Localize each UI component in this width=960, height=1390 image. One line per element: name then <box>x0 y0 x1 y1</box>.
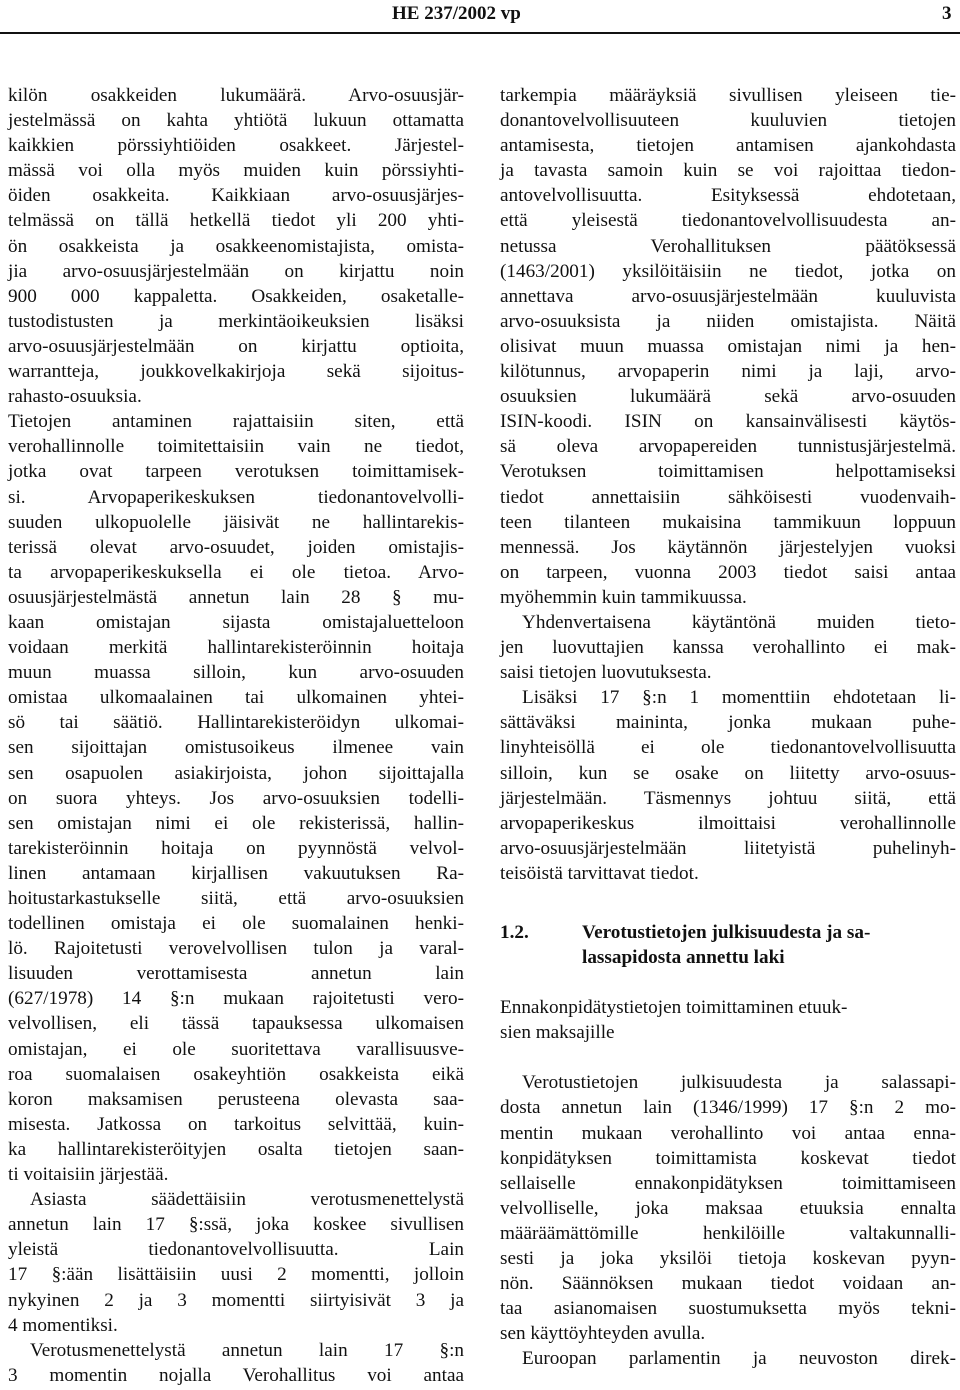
text-line: jia arvo-osuusjärjestelmään on kirjattu noin <box>8 260 464 282</box>
text-line: 4 momentiksi. <box>8 1314 118 1336</box>
text-line: on tarpeen, vuonna 2003 tiedot saisi antaa <box>500 561 956 583</box>
text-line: netussa Verohallituksen päätöksessä <box>500 235 956 257</box>
right-column-bottom-text <box>500 1070 956 1371</box>
text-line: sö tai säätiö. Hallintarekisteröidyn ulkomai- <box>8 712 464 734</box>
text-line: arvo-osuusjärjestelmään on kirjattu optioita, <box>8 335 464 357</box>
text-line: nön. Säännöksen mukaan tiedot voidaan an- <box>500 1273 956 1295</box>
text-line: verohallinnolle toimitettaisiin vain ne tiedot, <box>8 436 464 458</box>
text-line: Euroopan parlamentin ja neuvoston direk- <box>522 1348 956 1370</box>
text-line: mennessä. Jos käytännön järjestelyjen vuoksi <box>500 536 956 558</box>
text-line: Asiasta säädettäisiin verotusmenettelystä <box>30 1189 464 1211</box>
text-line: on suora yhteys. Jos arvo-osuuksien todelli- <box>8 787 464 809</box>
text-line: roa suomalaisen osakeyhtiön osakkeista eikä <box>8 1063 464 1085</box>
text-line: velvollisen, eli tässä tapauksessa ulkomaisen <box>8 1013 464 1035</box>
text-line: saisi tietojen luovutuksesta. <box>500 662 712 684</box>
text-line: tiedot annettaisiin sähköisesti vuodenvaih- <box>500 486 956 508</box>
text-line: ISIN-koodi. ISIN on kansainvälisesti käytös- <box>500 411 956 433</box>
text-line: sellaiselle ennakonpidätyksen toimittamiseen <box>500 1172 956 1194</box>
text-line: (627/1978) 14 §:n mukaan rajoitetusti vero- <box>8 988 464 1010</box>
text-line: suuden ulkopuolelle jäisivät ne hallintarekis- <box>8 511 464 533</box>
text-line: taa asianomaisen suostumuksetta myös tekni- <box>500 1298 956 1320</box>
text-line: linen antamaan kirjallisen vakuutuksen Ra- <box>8 862 464 884</box>
text-line: Verotuksen toimittamisen helpottamiseksi <box>500 461 956 483</box>
text-line: omistaa ulkomaalainen tai ulkomainen yhtei- <box>8 687 464 709</box>
spacer <box>500 886 956 920</box>
page-number: 3 <box>942 3 952 24</box>
text-line: rahasto-osuuksia. <box>8 386 142 408</box>
text-line: jestelmässä on kahta yhtiötä lukuun ottamatta <box>8 110 464 132</box>
text-line: tarkempia määräyksiä sivullisen yleiseen tie- <box>500 85 956 106</box>
text-line: velvolliselle, joka maksaa etuuksia ennalta <box>500 1197 956 1219</box>
text-line: kilötunnus, arvopaperin nimi ja laji, arvo- <box>500 361 956 383</box>
text-line: Verotustietojen julkisuudesta ja salassapi- <box>522 1072 956 1094</box>
section-number: 1.2. <box>500 922 529 943</box>
section-heading <box>500 920 956 945</box>
text-line: warrantteja, joukkovelkakirjoja sekä sijoitus- <box>8 361 464 383</box>
text-line: dosta annetun lain (1346/1999) 17 §:n 2 mo- <box>500 1097 956 1119</box>
text-line: muun muassa silloin, kun arvo-osuuden <box>8 662 464 684</box>
spacer <box>500 970 956 995</box>
text-line: misesta. Jatkossa on tarkoitus selvittää, kuin- <box>8 1113 464 1135</box>
text-line: määräämättömille henkilöille valtakunnalli- <box>500 1222 956 1244</box>
text-line: ta arvopaperikeskuksella ei ole tietoa. Arvo- <box>8 561 464 583</box>
text-line: linyhteisöllä ei ole tiedonantovelvollisuutta <box>500 737 956 759</box>
text-line: antovelvollisuutta. Esityksessä ehdotetaan, <box>500 185 956 207</box>
text-line: teisöistä tarvittavat tiedot. <box>500 862 699 884</box>
text-line: sen sijoittajan omistusoikeus ilmenee vain <box>8 737 464 759</box>
text-line: lö. Rajoitetusti verovelvollisen tulon ja varal- <box>8 938 464 960</box>
right-column <box>500 83 956 1372</box>
text-line: koron maksamisen perusteena olevasta saa- <box>8 1088 464 1110</box>
text-line: Verotusmenettelystä annetun lain 17 §:n <box>30 1339 464 1361</box>
text-line: tustodistusten ja merkintäoikeuksien lisäksi <box>8 310 464 332</box>
text-line: antamisesta, tietojen antamisen ajankohdasta <box>500 135 956 157</box>
left-column <box>8 83 464 1388</box>
text-line: järjestelmään. Täsmennys johtuu siitä, että <box>500 787 956 809</box>
text-line: teen tilanteen mukaisina tammikuun loppuun <box>500 511 956 533</box>
text-line: 900 000 kappaletta. Osakkeiden, osaketalle- <box>8 285 464 307</box>
right-column-top-text <box>500 83 956 886</box>
text-line: omistajan, ei ole suoritettava varallisuusve- <box>8 1038 464 1060</box>
text-line: yleistä tiedonantovelvollisuutta. Lain <box>8 1239 464 1261</box>
text-line: kilön osakkeiden lukumäärä. Arvo-osuusjär- <box>8 85 464 106</box>
spacer <box>500 1045 956 1070</box>
text-line: tarekisteröinnin hoitaja on pyynnöstä velvol- <box>8 837 464 859</box>
text-line: donantovelvollisuuteen kuuluvien tietojen <box>500 110 956 132</box>
text-line: jen luovuttajien kanssa verohallinto ei mak- <box>500 637 956 659</box>
subheading-line-1: Ennakonpidätystietojen toimittaminen etuuk- <box>500 997 848 1019</box>
text-line: arvopaperikeskus ilmoittaisi verohallinnolle <box>500 812 956 834</box>
text-line: silloin, kun se osake on liitetty arvo-osuus- <box>500 762 956 784</box>
text-line: annettava arvo-osuusjärjestelmään kuuluvista <box>500 285 956 307</box>
section-title-line-2: lassapidosta annettu laki <box>582 947 785 969</box>
text-line: että yleisestä tiedonantovelvollisuudesta an- <box>500 210 956 232</box>
text-line: kaikkien pörssiyhtiöiden osakkeet. Järjestel- <box>8 135 464 157</box>
text-line: annetun lain 17 §:ssä, joka koskee sivullisen <box>8 1214 464 1236</box>
text-line: sen omistajan nimi ei ole rekisterissä, hallin- <box>8 812 464 834</box>
text-line: osuusjärjestelmästä annetun lain 28 § mu- <box>8 586 464 608</box>
text-line: olisivat muun muassa omistajan nimi ja hen- <box>500 335 956 357</box>
text-line: sä oleva arvopapereiden tunnistusjärjestelmä. <box>500 436 956 458</box>
text-line: Lisäksi 17 §:n 1 momenttiin ehdotetaan li- <box>522 687 956 709</box>
section-title-line-1: Verotustietojen julkisuudesta ja sa- <box>582 922 871 943</box>
text-line: sen osapuolen asiakirjoista, johon sijoittajalla <box>8 762 464 784</box>
page-header <box>0 0 960 32</box>
document-id: HE 237/2002 vp <box>392 3 521 24</box>
text-line: osuuksien lukumäärä sekä arvo-osuuden <box>500 386 956 408</box>
text-line: jotka ovat tarpeen verotuksen toimittamisek- <box>8 461 464 483</box>
text-line: si. Arvopaperikeskuksen tiedonantovelvolli- <box>8 486 464 508</box>
text-line: hoitustarkastukselle siitä, että arvo-osuuksien <box>8 888 464 909</box>
text-line: arvo-osuuksista ja niiden omistajista. Näitä <box>500 310 956 332</box>
text-line: ka hallintarekisteröityjen osalta tietojen saan- <box>8 1138 464 1160</box>
text-line: Yhdenvertaisena käytäntönä muiden tieto- <box>522 611 956 633</box>
text-line: sesti ja joka yksilöi tietoja koskevan pyyn- <box>500 1248 956 1270</box>
text-line: öiden osakkeita. Kaikkiaan arvo-osuusjärjes- <box>8 185 464 207</box>
text-line: nykyinen 2 ja 3 momentti siirtyisivät 3 ja <box>8 1289 464 1311</box>
text-line: lisuuden verottamisesta annetun lain <box>8 963 464 985</box>
subheading-line-2: sien maksajille <box>500 1022 615 1044</box>
text-line: Tietojen antaminen rajattaisiin siten, että <box>8 411 464 433</box>
text-line: 3 momentin nojalla Verohallitus voi antaa <box>8 1364 464 1386</box>
text-line: ti voitaisiin järjestää. <box>8 1164 169 1186</box>
text-line: kaan omistajan sijasta omistajaluetteloon <box>8 611 464 633</box>
text-line: todellinen omistaja ei ole suomalainen henki- <box>8 913 464 935</box>
text-line: sen käyttöyhteyden avulla. <box>500 1323 706 1345</box>
text-line: sättäväksi maininta, jonka mukaan puhe- <box>500 712 956 734</box>
text-line: ja tavasta samoin kuin se voi rajoittaa tiedon- <box>500 160 956 182</box>
text-line: myöhemmin kuin tammikuussa. <box>500 586 747 608</box>
text-line: 17 §:ään lisättäisiin uusi 2 momentti, jolloin <box>8 1264 464 1286</box>
text-line: mentin mukaan verohallinto voi antaa enna- <box>500 1122 956 1144</box>
text-line: mässä voi olla myös muiden kuin pörssiyhti- <box>8 160 464 182</box>
text-line: terissä olevat arvo-osuudet, joiden omistajis- <box>8 536 464 558</box>
text-line: (1463/2001) yksilöitäisiin ne tiedot, jotka on <box>500 260 956 282</box>
text-line: telmässä on tällä hetkellä tiedot yli 200 yhti- <box>8 210 464 232</box>
text-line: voidaan merkitä hallintarekisteröinnin hoitaja <box>8 637 464 659</box>
section-heading-cont <box>500 945 956 970</box>
text-line: ön osakkeista ja osakkeenomistajista, omista- <box>8 235 464 257</box>
header-rule <box>0 32 960 34</box>
text-line: konpidätyksen toimittamista koskevat tiedot <box>500 1147 956 1169</box>
text-line: arvo-osuusjärjestelmään liitetyistä puhelinyh- <box>500 837 956 859</box>
